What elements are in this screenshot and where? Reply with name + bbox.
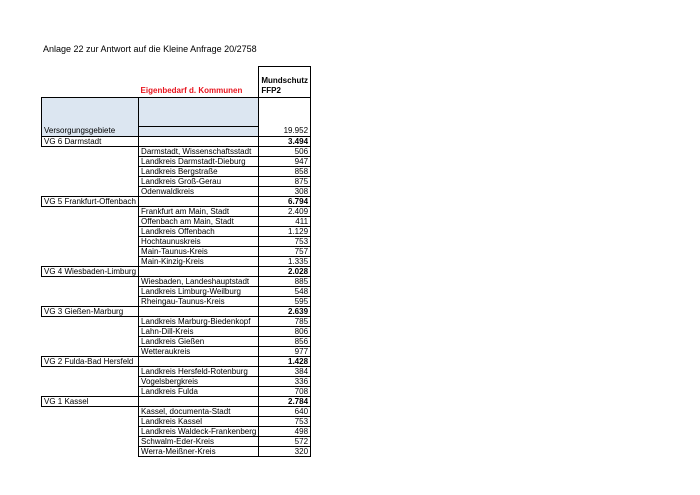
district-value: 384 xyxy=(259,366,311,376)
district-value: 785 xyxy=(259,316,311,326)
district-spacer xyxy=(42,236,139,246)
group-total: 2.639 xyxy=(259,306,311,316)
group-empty xyxy=(139,356,259,366)
district-spacer xyxy=(42,246,139,256)
group-total: 1.428 xyxy=(259,356,311,366)
district-name: Landkreis Marburg-Biedenkopf xyxy=(139,316,259,326)
district-value: 856 xyxy=(259,336,311,346)
district-spacer xyxy=(42,156,139,166)
district-spacer xyxy=(42,276,139,286)
district-row xyxy=(42,446,311,456)
district-row xyxy=(42,156,311,166)
group-row xyxy=(42,196,311,206)
district-name: Frankfurt am Main, Stadt xyxy=(139,206,259,216)
supply-table xyxy=(41,66,311,457)
district-spacer xyxy=(42,366,139,376)
district-row xyxy=(42,346,311,356)
district-spacer xyxy=(42,316,139,326)
district-row xyxy=(42,206,311,216)
district-value: 885 xyxy=(259,276,311,286)
group-row xyxy=(42,356,311,366)
group-row xyxy=(42,396,311,406)
district-value: 640 xyxy=(259,406,311,416)
district-value: 498 xyxy=(259,426,311,436)
district-spacer xyxy=(42,146,139,156)
group-total: 6.794 xyxy=(259,196,311,206)
district-row xyxy=(42,186,311,196)
total-value: 19.952 xyxy=(259,126,311,136)
group-row xyxy=(42,306,311,316)
header-title: Eigenbedarf d. Kommunen xyxy=(140,85,243,95)
district-name: Offenbach am Main, Stadt xyxy=(139,216,259,226)
district-value: 320 xyxy=(259,446,311,456)
district-row xyxy=(42,416,311,426)
header-empty-cell xyxy=(42,67,139,98)
district-name: Landkreis Groß-Gerau xyxy=(139,176,259,186)
group-name: VG 1 Kassel xyxy=(42,396,139,406)
district-spacer xyxy=(42,426,139,436)
group-name: VG 6 Darmstadt xyxy=(42,136,139,146)
district-row xyxy=(42,316,311,326)
district-spacer xyxy=(42,186,139,196)
district-value: 411 xyxy=(259,216,311,226)
district-name: Landkreis Limburg-Weilburg xyxy=(139,286,259,296)
district-spacer xyxy=(42,326,139,336)
district-value: 708 xyxy=(259,386,311,396)
district-value: 506 xyxy=(259,146,311,156)
district-value: 753 xyxy=(259,416,311,426)
district-name: Landkreis Hersfeld-Rotenburg xyxy=(139,366,259,376)
district-value: 858 xyxy=(259,166,311,176)
group-empty xyxy=(139,136,259,146)
district-row xyxy=(42,286,311,296)
district-value: 977 xyxy=(259,346,311,356)
group-total: 2.028 xyxy=(259,266,311,276)
group-name: VG 2 Fulda-Bad Hersfeld xyxy=(42,356,139,366)
district-row xyxy=(42,216,311,226)
district-name: Wiesbaden, Landeshauptstadt xyxy=(139,276,259,286)
district-value: 548 xyxy=(259,286,311,296)
district-value: 336 xyxy=(259,376,311,386)
district-spacer xyxy=(42,216,139,226)
district-spacer xyxy=(42,436,139,446)
group-empty xyxy=(139,306,259,316)
district-spacer xyxy=(42,256,139,266)
district-row xyxy=(42,296,311,306)
document-caption: Anlage 22 zur Antwort auf die Kleine Anfrage 20/2758 xyxy=(43,44,257,54)
total-row xyxy=(42,97,311,126)
district-row xyxy=(42,366,311,376)
district-name: Landkreis Fulda xyxy=(139,386,259,396)
district-value: 757 xyxy=(259,246,311,256)
district-name: Vogelsbergkreis xyxy=(139,376,259,386)
group-name: VG 5 Frankfurt-Offenbach xyxy=(42,196,139,206)
district-value: 1.335 xyxy=(259,256,311,266)
district-name: Landkreis Gießen xyxy=(139,336,259,346)
district-row xyxy=(42,226,311,236)
district-spacer xyxy=(42,446,139,456)
group-row xyxy=(42,266,311,276)
group-name: VG 4 Wiesbaden-Limburg xyxy=(42,266,139,276)
district-name: Kassel, documenta-Stadt xyxy=(139,406,259,416)
district-row xyxy=(42,256,311,266)
total-empty xyxy=(139,126,259,136)
district-value: 308 xyxy=(259,186,311,196)
total-label: Versorgungsgebiete xyxy=(42,126,139,136)
district-row xyxy=(42,166,311,176)
group-empty xyxy=(139,396,259,406)
total-value-row xyxy=(42,126,311,136)
group-total: 2.784 xyxy=(259,396,311,406)
district-spacer xyxy=(42,226,139,236)
group-empty xyxy=(139,196,259,206)
district-row xyxy=(42,406,311,416)
district-value: 875 xyxy=(259,176,311,186)
district-name: Odenwaldkreis xyxy=(139,186,259,196)
district-value: 572 xyxy=(259,436,311,446)
district-row xyxy=(42,336,311,346)
district-name: Landkreis Offenbach xyxy=(139,226,259,236)
district-name: Darmstadt, Wissenschaftsstadt xyxy=(139,146,259,156)
district-name: Rheingau-Taunus-Kreis xyxy=(139,296,259,306)
district-name: Lahn-Dill-Kreis xyxy=(139,326,259,336)
district-value: 2.409 xyxy=(259,206,311,216)
district-row xyxy=(42,176,311,186)
district-name: Main-Kinzig-Kreis xyxy=(139,256,259,266)
blue-spacer-cell xyxy=(259,97,311,126)
district-spacer xyxy=(42,376,139,386)
district-row xyxy=(42,146,311,156)
district-row xyxy=(42,236,311,246)
district-name: Landkreis Waldeck-Frankenberg xyxy=(139,426,259,436)
group-row xyxy=(42,136,311,146)
district-row xyxy=(42,276,311,286)
district-value: 595 xyxy=(259,296,311,306)
district-row xyxy=(42,376,311,386)
district-value: 753 xyxy=(259,236,311,246)
district-name: Landkreis Kassel xyxy=(139,416,259,426)
district-name: Werra-Meißner-Kreis xyxy=(139,446,259,456)
blue-spacer-cell xyxy=(139,97,259,126)
blue-spacer-cell xyxy=(42,97,139,126)
district-name: Wetteraukreis xyxy=(139,346,259,356)
group-name: VG 3 Gießen-Marburg xyxy=(42,306,139,316)
district-row xyxy=(42,326,311,336)
district-spacer xyxy=(42,166,139,176)
district-value: 806 xyxy=(259,326,311,336)
district-spacer xyxy=(42,416,139,426)
district-spacer xyxy=(42,206,139,216)
district-spacer xyxy=(42,336,139,346)
district-value: 1.129 xyxy=(259,226,311,236)
district-name: Main-Taunus-Kreis xyxy=(139,246,259,256)
district-spacer xyxy=(42,286,139,296)
district-spacer xyxy=(42,346,139,356)
district-row xyxy=(42,436,311,446)
district-row xyxy=(42,386,311,396)
district-name: Hochtaunuskreis xyxy=(139,236,259,246)
header-row xyxy=(42,67,311,98)
district-value: 947 xyxy=(259,156,311,166)
district-name: Landkreis Darmstadt-Dieburg xyxy=(139,156,259,166)
district-spacer xyxy=(42,406,139,416)
district-name: Landkreis Bergstraße xyxy=(139,166,259,176)
district-name: Schwalm-Eder-Kreis xyxy=(139,436,259,446)
header-column-label: Mundschutz FFP2 xyxy=(259,67,311,98)
group-empty xyxy=(139,266,259,276)
district-row xyxy=(42,426,311,436)
district-spacer xyxy=(42,296,139,306)
district-row xyxy=(42,246,311,256)
district-spacer xyxy=(42,176,139,186)
group-total: 3.494 xyxy=(259,136,311,146)
district-spacer xyxy=(42,386,139,396)
